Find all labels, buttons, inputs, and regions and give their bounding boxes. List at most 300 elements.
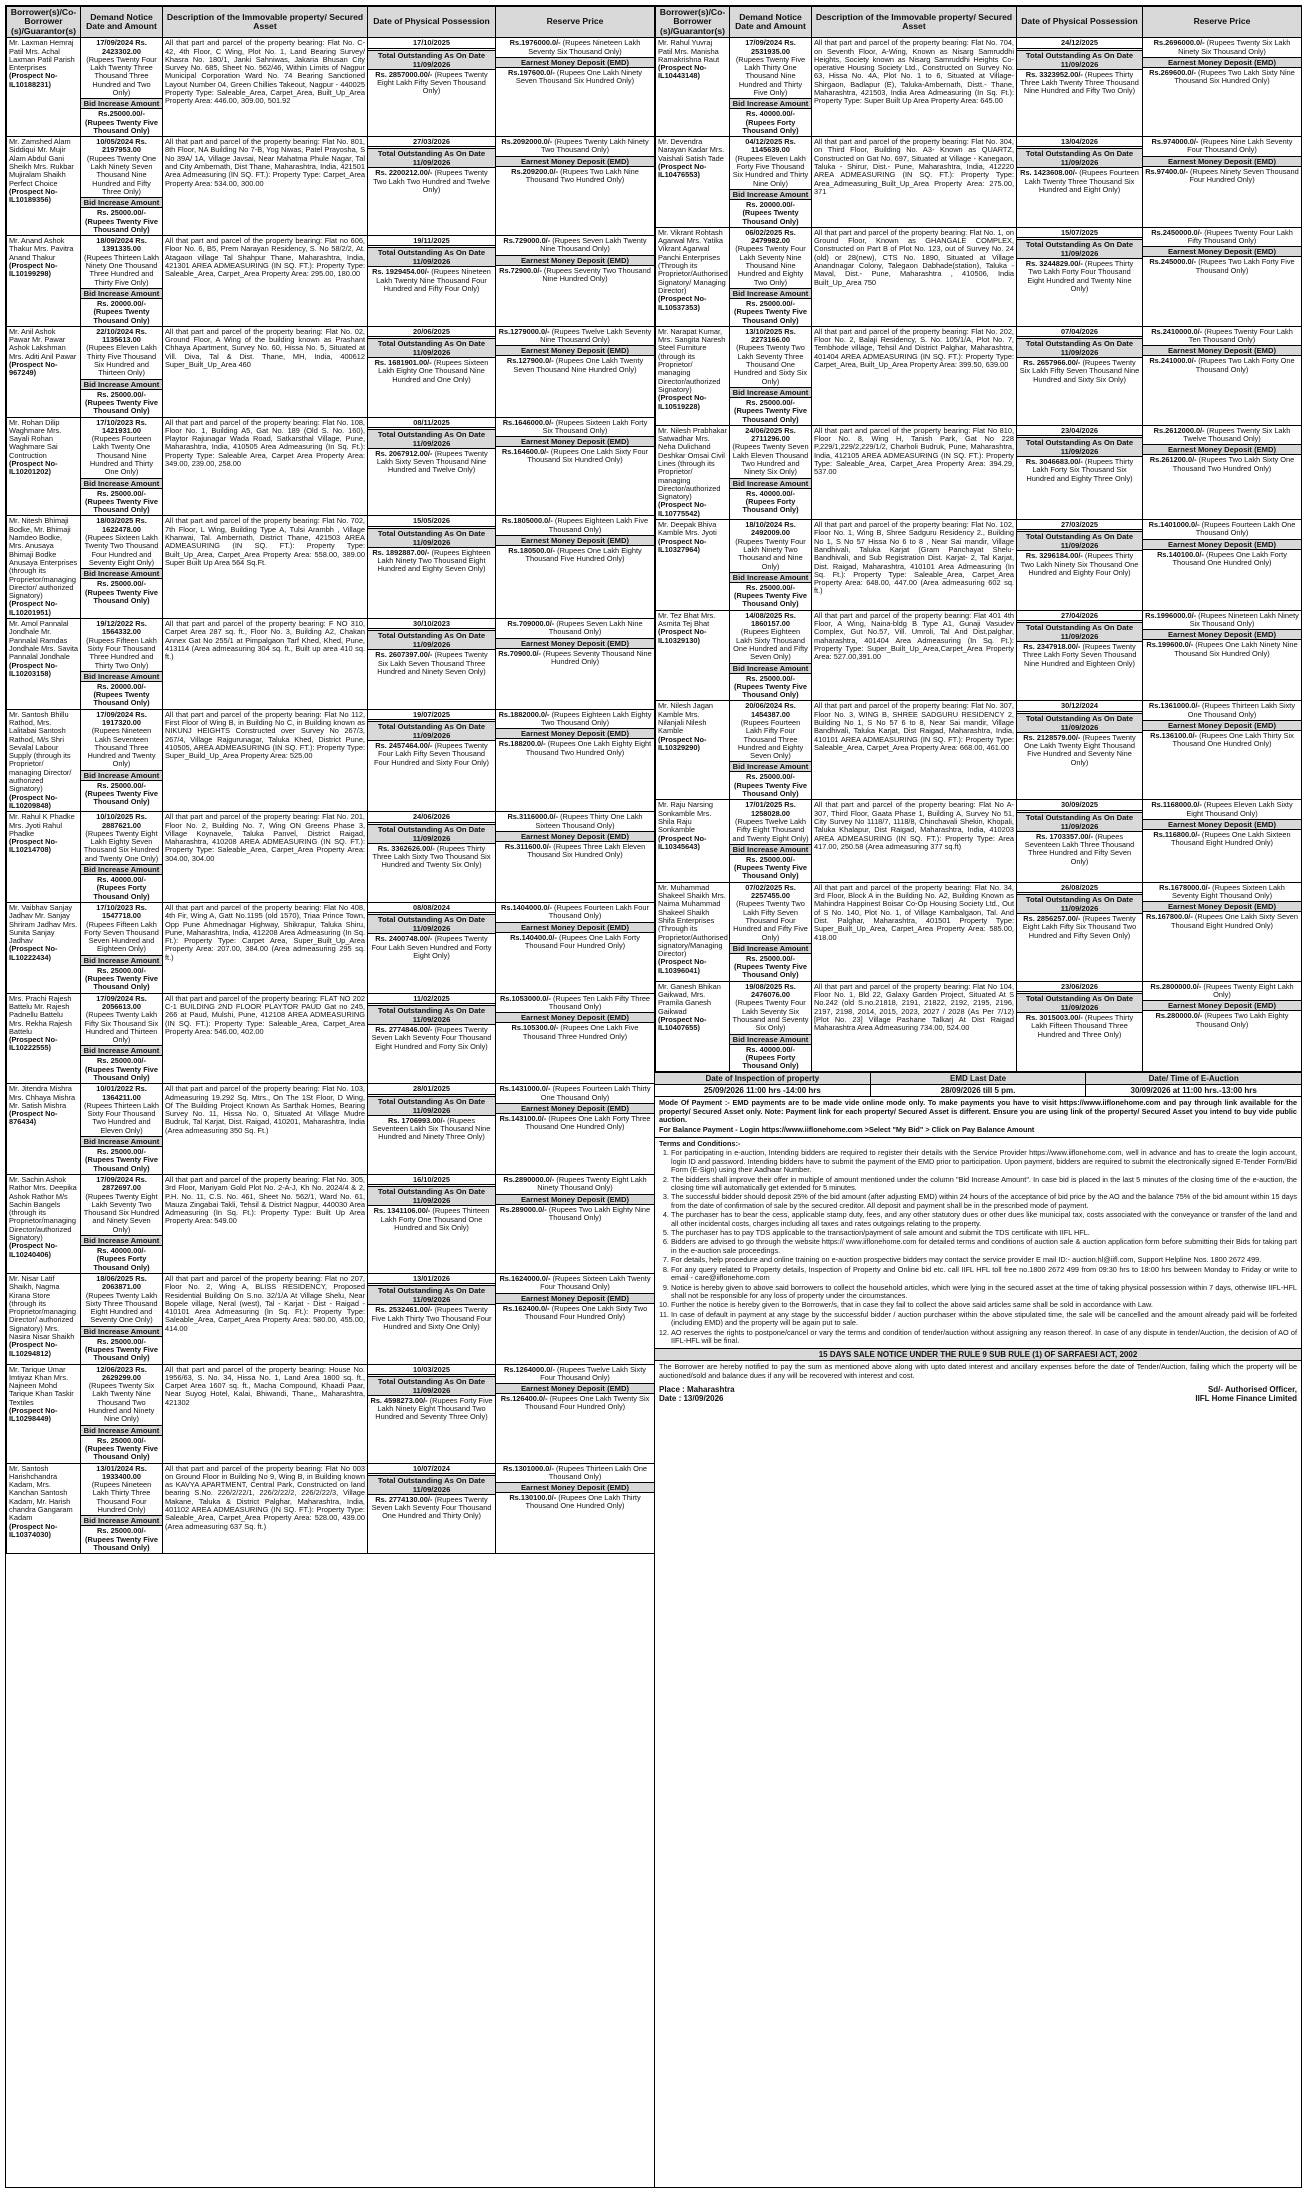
demand-cell [81,709,163,812]
outstanding-amount [370,1306,493,1331]
reserve-words: (Rupees Fourteen Lakh Thirty One Thousand Only) [540,1084,651,1102]
demand-amount-words: (Rupees Fifteen Lakh Sixty Four Thousand Three Hundred and Thirty Two Only) [86,635,157,670]
property-description: All that part and parcel of the property bearing: Flat 401 4th Floor, A Wing, Naina-bldg B Type A1, Gunaji Vasudev Complex, Gut No.57, Vill. Umroli, Tal And Dist.palghar, maharashtra, 401404 Area Admeasuring (In Sq. Ft.): Property Type: Super_Built_Up_Area,Carpet_Area Property Area: 527.00,391.00 [812,610,1017,701]
bid-increase-label: Bid Increase Amount [730,478,811,489]
bid-increase-label: Bid Increase Amount [730,663,811,674]
outstanding-value: Rs. 2200212.00/- [375,168,433,178]
emd-label: Earnest Money Deposit (EMD) [496,1383,654,1394]
prospect-number: (Prospect No- IL10294812) [9,1340,58,1358]
possession-date: 10/07/2024 [368,1465,495,1474]
property-row [656,701,1302,800]
demand-amount: Rs. 2531935.00 [750,38,796,56]
possession-date: 13/04/2026 [1017,138,1142,147]
demand-cell [81,516,163,619]
borrower-cell [7,516,81,619]
outstanding-amount [1019,833,1140,866]
property-description: All that part and parcel of the property bearing: Flat No. 305, 3rd Floor, Mariyam Gold Plot No. 2-A-J, Kh No. 2024/4 & 2, P.H. No. 11, C.S. No. 461, Sheet No. 562/1, Ward No. 61, Mauza Zingabai Takli, Tehsil & District Nagpur, 440030 Area Admeasuring (In Sq. Ft.): Property Type: Built Up Area Property Area: 549.00 [163,1174,368,1273]
demand-amount: Rs. 1564332.00 [101,619,147,637]
demand-cell [81,619,163,710]
bid-words: (Rupees Twenty Five Thousand Only) [734,863,807,881]
demand-amount-words: (Rupees Thirteen Lakh Sixty Four Thousand Two Hundred and Eleven Only) [83,1100,160,1135]
demand-date: 10/05/2024 [96,137,134,147]
bid-increase [83,1338,160,1363]
property-description: All that part and parcel of the property bearing: Flat No 003 on Ground Floor in Building No 9, Wing B, in Building known as KAVYA APARTMENT, Central Park, Constructed on land bearing S.No. 226/2/22/1, 226/2/22/2, 226/2/22/3, Village Makane, Taluka & District Palghar, Maharashtra, India, 401102 AREA ADMEASURING (IN SQ. FT.): Property Type: Saleable_Area, Carpet_Area Property Area: 528.00, 439.00 (Area admeasuring 637 Sq. ft.) [163,1463,368,1554]
reserve-cell [1143,326,1302,425]
reserve-words: (Rupees Nineteen Lakh Ninety Six Thousand Only) [1189,610,1299,629]
demand-cell [730,38,812,137]
outstanding-label: Total Outstanding As On Date 11/09/2026 [368,148,495,168]
property-row [656,981,1302,1072]
emd-value: Rs.164600.0/- [501,447,549,457]
demand-notice [732,521,809,538]
emd-value: Rs.269600.0/- [1149,67,1196,77]
outstanding-label: Total Outstanding As On Date 11/09/2026 [368,429,495,449]
possession-cell [368,516,496,619]
emd-amount [1145,1012,1299,1029]
demand-amount: Rs. 1421931.00 [101,417,147,435]
outstanding-value: Rs. 2657966.00/- [1023,358,1081,368]
emd-words: (Rupees One Lakh Thirty Six Thousand One Hundred Only) [1172,731,1294,749]
reserve-value: Rs.2612000.0/- [1153,425,1205,435]
borrower-cell [7,902,81,993]
reserve-cell [1143,800,1302,882]
reserve-value: Rs.1996000.0/- [1145,610,1197,620]
emd-last-date-value: 28/09/2026 till 5 pm. [870,1085,1086,1096]
signature-line2: IIFL Home Finance Limited [1195,1394,1297,1404]
bid-increase-label: Bid Increase Amount [730,189,811,200]
emd-words: (Rupees One Lakh Sixty Two Thousand Four Hundred Only) [524,1303,648,1321]
outstanding-words: (Rupees Twenty Three Lakh Forty Seven Thousand Nine Hundred and Eighteen Only) [1022,642,1137,668]
demand-amount: Rs. 2479982.00 [750,227,796,246]
emd-amount [1145,831,1299,848]
borrower-names: Mr. Anil Ashok Pawar Mr. Pawar Ashok Lakshman Mrs. Aditi Anil Pawar [9,326,77,361]
reserve-words: (Rupees Eleven Lakh Sixty Eight Thousand Only) [1186,800,1293,818]
terms-title: Terms and Conditions:- [659,1139,741,1149]
reserve-cell [1143,425,1302,519]
bid-amount: Rs. 25000.00/- [97,1056,146,1066]
possession-cell [368,1463,496,1554]
outstanding-words: (Rupees Twenty Four Lakh Fifty Seven Thousand Four Hundred and Sixty Four Only) [373,741,489,767]
reserve-price [498,1275,652,1292]
borrower-names: Mr. Jitendra Mishra Mrs. Chhaya Mishra Mr. Satish Mishra [9,1084,76,1110]
property-row [7,1273,655,1364]
demand-amount: Rs. 2872697.00 [101,1174,147,1193]
bid-increase [83,110,160,135]
property-row [7,1084,655,1175]
emd-label: Earnest Money Deposit (EMD) [496,57,654,68]
outstanding-amount [1019,458,1140,483]
demand-date: 13/01/2024 [96,1463,134,1473]
header-reserve: Reserve Price [1143,7,1302,38]
property-row [656,227,1302,326]
possession-date: 24/06/2026 [368,813,495,822]
possession-cell [1017,882,1143,981]
demand-date: 20/06/2024 [745,701,783,711]
borrower-cell [7,1273,81,1364]
emd-label: Earnest Money Deposit (EMD) [496,1103,654,1114]
reserve-price [498,995,652,1012]
bid-increase [83,300,160,325]
demand-date: 10/01/2022 [96,1084,134,1094]
property-description: All that part and parcel of the property bearing: Flat No. 102, Floor No. 1, Wing B, Shree Sadguru Residency 2., Building No 1, S No 57 Hissa No 6 to 8 , Near Sai mandir, Village Bandhivali, Taluka Karjat (Gram Panchayat Shelu-Bandhivali, and Sub Registration Dist. Karjat- 2, Tal Karjat, Dist. Raigad, Maharashtra, 410101 Area Admeasuring (In Sq. Ft.): Property Type: Saleable_Area, Carpet_Area Property Area: 648.00, 447.00 (Area admeasuring 602 sq. ft.) [812,520,1017,611]
possession-cell [368,38,496,137]
possession-cell [368,1273,496,1364]
reserve-words: (Rupees Thirty One Lakh Sixteen Thousand Only) [535,812,643,830]
demand-amount-words: (Rupees Twelve Lakh Fifty Eight Thousand and Twenty Eight Only) [732,816,809,843]
emd-value: Rs.126400.0/- [500,1394,548,1404]
bid-increase [732,300,809,325]
emd-value: Rs.167800.0/- [1145,912,1193,922]
outstanding-words: (Rupees Thirty Two Lakh Ninety Six Thousand One Hundred and Eighty Four Only) [1020,551,1139,577]
reserve-value: Rs.2450000.0/- [1151,227,1203,237]
emd-value: Rs.116800.0/- [1153,829,1200,839]
outstanding-amount [370,651,493,676]
outstanding-words: (Rupees Twenty Seven Lakh Seventy Four Thousand One Hundred and Thirty Only) [371,1494,492,1521]
reserve-cell [1143,981,1302,1072]
outstanding-label: Total Outstanding As On Date 11/09/2026 [1017,894,1142,914]
possession-date: 10/03/2025 [368,1366,495,1375]
prospect-number: (Prospect No- IL10203158) [9,660,58,678]
possession-date: 23/06/2026 [1017,983,1142,992]
reserve-price [1145,427,1299,444]
demand-amount: Rs. 2711296.00 [751,425,796,444]
bid-increase [732,399,809,424]
header-description: Description of the Immovable property/ Secured Asset [812,7,1017,38]
emd-amount [498,547,652,564]
possession-date: 08/08/2024 [368,904,495,913]
borrower-names: Mr. Narapat Kumar, Mrs. Sangita Naresh Steel Furniture (through its Proprietor/ managing Director/authorized Signatory) [658,326,726,394]
demand-notice [83,237,160,254]
bid-amount: Rs. 25000.00/- [746,953,795,963]
bid-words: (Rupees Forty Thousand Only) [93,883,150,901]
left-property-table [6,6,655,1554]
demand-notice [83,1085,160,1102]
emd-value: Rs.140100.0/- [1157,549,1204,559]
property-description: All that part and parcel of the property bearing: Flat No. 1, on Ground Floor, Known as GHANGALE COMPLEX, Constructed on Part B of Plot No. 123, out of Survey No. 24 (old) or 28(new), CTS No. 1890, Situated at Village Anandnagar Colony, Talegaon Dabhade(station), Taluka - Maval, Dist.- Pune, Maharashtra , 410506, India Built_Up_Area 750 [812,227,1017,326]
prospect-number: (Prospect No- IL10240406) [9,1241,58,1259]
bid-words: (Rupees Twenty Five Thousand Only) [85,216,158,234]
demand-amount-words: (Rupees Twenty Two Lakh Seventy Three Thousand One Hundred and Sixty Six Only) [733,343,808,386]
borrower-names: Mr. Laxman Hemraj Patil Mrs. Achal Laxman Patil Parish Enterprises [9,38,75,73]
bid-increase-label: Bid Increase Amount [81,379,162,390]
possession-date: 20/06/2025 [368,328,495,337]
signature-block [655,1383,1301,1405]
bid-words: (Rupees Twenty Thousand Only) [742,208,799,226]
emd-words: (Rupees One Lakh Sixteen Thousand Eight Hundred Only) [1171,829,1291,848]
reserve-cell [496,38,655,137]
demand-amount: Rs. 2492009.00 [750,520,796,538]
outstanding-label: Total Outstanding As On Date 11/09/2026 [1017,812,1142,832]
eauction-header: Date/ Time of E-Auction [1085,1073,1301,1084]
terms-item: 11. In case of default in payment at any stage by the successful bidder / auction purchaser within the above stipulated time, the sale will be cancelled and the amount already paid will be forfeited (including EMD) and the property will be again put to sale. [671,1311,1297,1328]
reserve-price [1145,702,1299,719]
outstanding-amount [1019,71,1140,96]
reserve-words: (Rupees Twelve Lakh Sixty Four Thousand Only) [540,1364,647,1382]
emd-label: Earnest Money Deposit (EMD) [1143,345,1301,356]
emd-amount [498,168,652,185]
header-possession: Date of Physical Possession [368,7,496,38]
demand-notice [732,39,809,56]
reserve-words: (Rupees Twenty Lakh Ninety Two Thousand Only) [540,137,649,155]
header-demand: Demand Notice Date and Amount [730,7,812,38]
reserve-cell [496,1084,655,1175]
bid-words: (Rupees Twenty Five Thousand Only) [85,974,158,992]
demand-notice [732,884,809,901]
reserve-price [498,1465,652,1482]
outstanding-amount [370,268,493,293]
possession-date: 08/11/2025 [368,419,495,428]
emd-words: (Rupees One Lakh Twenty Seven Thousand Nine Hundred Only) [513,356,644,374]
authorised-officer [1195,1385,1297,1403]
demand-date: 17/09/2024 [96,993,134,1003]
outstanding-amount [370,359,493,384]
emd-amount [1145,258,1299,275]
bid-increase [83,209,160,234]
outstanding-label: Total Outstanding As On Date 11/09/2026 [368,1096,495,1116]
outstanding-amount [370,549,493,574]
bid-increase-label: Bid Increase Amount [730,572,811,583]
reserve-value: Rs.2800000.0/- [1150,981,1202,991]
demand-cell [730,137,812,228]
reserve-value: Rs.1646000.0/- [502,417,554,427]
prospect-number: (Prospect No- IL10222434) [9,944,58,962]
emd-label: Earnest Money Deposit (EMD) [1143,901,1301,912]
demand-amount: Rs. 2063871.00 [101,1273,147,1292]
reserve-price [498,904,652,921]
terms-item: 5. The purchaser has to pay TDS applicable to the transaction/payment of sale amount and submit the TDS certificate with IIFL HFL. [671,1229,1297,1237]
demand-amount-words: (Rupees Twenty Seven Lakh Eleven Thousand Two Hundred and Ninety Six Only) [732,442,809,477]
bid-increase-label: Bid Increase Amount [730,288,811,299]
demand-notice [83,904,160,921]
reserve-value: Rs.1301000.0/- [502,1463,554,1473]
reserve-price [498,419,652,436]
outstanding-value: Rs. 2400748.00/- [375,934,433,944]
possession-cell [368,1084,496,1175]
prospect-number: (Prospect No- IL10537353) [658,294,707,312]
emd-words: (Rupees One Lakh Five Thousand Three Hundred Only) [522,1023,639,1041]
bid-increase [732,1046,809,1071]
demand-notice [83,328,160,345]
reserve-price [1145,983,1299,1000]
outstanding-label: Total Outstanding As On Date 11/09/2026 [368,1285,495,1305]
outstanding-label: Total Outstanding As On Date 11/09/2026 [1017,338,1142,358]
reserve-price [498,1085,652,1102]
emd-label: Earnest Money Deposit (EMD) [1143,57,1301,68]
demand-date: 17/09/2024 [96,1174,134,1184]
emd-label: Earnest Money Deposit (EMD) [496,1194,654,1205]
terms-item: 8. For any query related to Property details, Inspection of Property and Online bid etc. call IIFL HFL toll free no.1800 2672 499 from 09:30 hrs to 18:00 hrs between Monday to Friday or write to email - care@iiflonehome.com [671,1266,1297,1283]
borrower-names: Mr. Vaibhav Sanjay Jadhav Mr. Sanjay Shriram Jadhav Mrs. Sunita Sanjay Jadhav [9,902,78,946]
prospect-number: (Prospect No- IL10222555) [9,1035,58,1053]
borrower-names: Mr. Amol Pannalal Jondhale Mr. Pannalal Ramdas Jondhale Mrs. Savita Pannalal Jondhale [9,619,79,662]
possession-date: 15/07/2025 [1017,229,1142,238]
demand-notice [732,801,809,818]
outstanding-words: (Rupees Sixteen Lakh Eighty One Thousand Nine Hundred and One Only) [378,358,489,384]
bid-words: (Rupees Twenty Five Thousand Only) [85,1155,158,1173]
property-row [7,709,655,812]
emd-amount [498,843,652,860]
prospect-number: (Prospect No- IL10298449) [9,1406,58,1424]
terms-list [659,1149,1297,1345]
bid-increase-label: Bid Increase Amount [81,1045,162,1056]
terms-item: 2. The bidders shall improve their offer in multiple of amount mentioned under the column "Bid Increase Amount". In case bid is placed in the last 5 minutes of the closing time of the e-auction, the closing time will automatically get extended for 5 minutes. [671,1176,1297,1193]
terms-item: 12. AO reserves the rights to postpone/cancel or vary the terms and condition of tender/auction without assigning any reason thereof. In case of any dispute in tender/Auction, the decision of AO of IIFL-HFL will be final. [671,1329,1297,1346]
demand-amount-words: (Rupees Twenty Four Lakh Seventy Nine Thousand Nine Hundred and Eighty Two Only) [735,244,806,287]
emd-label: Earnest Money Deposit (EMD) [496,1293,654,1304]
bid-amount: Rs. 40000.00/- [97,875,146,885]
terms-item: 10. Further the notice is hereby given to the Borrower/s, that in case they fail to collect the above said articles same shall be sold in accordance with Law. [671,1301,1297,1309]
possession-date: 26/08/2025 [1017,884,1142,893]
property-row [7,137,655,236]
borrower-cell [656,882,730,981]
reserve-value: Rs.1976000.0/- [509,38,561,48]
demand-cell [730,326,812,425]
reserve-price [498,620,652,637]
demand-notice [732,138,809,155]
property-description: All that part and parcel of the property bearing: Flat No. 704, on Seventh Floor, A-Wing, Known as Nisarg Samruddhi Heights, Society known as Nisarg Samruddhi Heights Co-operative Housing Society Ltd., Constructed on Survey No. 63, Hissa No. 4A, Plot No. 1 to 6, Situated at Village-Shirgaon, Badlapur (E), Taluka-Ambernath, Distt.- Thane, Maharashtra, 421503, India Area Admeasuring (In Sq. Ft.): Property Type: Super Built Up Area Property Area: 645.00 [812,38,1017,137]
demand-amount: Rs. 2257455.00 [750,882,796,901]
outstanding-words: (Rupees Twenty Eight Lakh Fifty Six Thousand Two Hundred and Fifty Seven Only) [1022,914,1137,940]
prospect-number: (Prospect No- IL10189356) [9,186,58,205]
outstanding-value: Rs. 2128579.00/- [1023,732,1081,742]
outstanding-value: Rs. 2857000.00/- [375,69,433,79]
reserve-cell [496,1174,655,1273]
demand-cell [81,1084,163,1175]
demand-amount: Rs. 1258028.00 [750,800,796,818]
bid-amount: Rs. 40000.00/- [746,1044,795,1054]
demand-amount-words: (Rupees Twenty Five Lakh Thirty One Thousand Nine Hundred and Thirty Five Only) [735,54,806,97]
demand-amount-words: (Rupees Sixteen Lakh Twenty Two Thousand Four Hundred and Seventy Eight Only) [84,533,159,567]
demand-notice [732,328,809,345]
outstanding-words: (Rupees Twenty Four Lakh Seven Hundred and Forty Eight Only) [371,934,492,960]
demand-amount: Rs. 2423302.00 [101,38,147,56]
bid-amount: Rs. 25000.00/- [97,1147,146,1157]
outstanding-value: Rs. 4598273.00/- [370,1395,428,1405]
property-description: All that part and parcel of the property bearing: Flat No. 34, 3rd Floor, Block A in the Building No. A2, Building Known as Mahindra Happinest Boisar Co-Op Housing Society Ltd., Out of S No. 140, Plot No. 1, of Village Kambalgaon, Tal. And Dist. Palghar, Maharashtra, 401501 Property Type: Super_Built_Up_Area, Carpet_Area Property Area: 585.00, 418.00 [812,882,1017,981]
demand-amount-words: (Rupees Twenty One Lakh Ninety Seven Thousand Nine Hundred and Fifty Three Only) [86,153,157,196]
outstanding-label: Total Outstanding As On Date 11/09/2026 [1017,50,1142,70]
reserve-price [1145,884,1299,901]
borrower-names: Mr. Anand Ashok Thakur Mrs. Pavitra Anand Thakur [9,236,74,262]
borrower-names: Mr. Nisar Latif Shaikh, Nagma Kirana Store (through its Proprietor/managing Director/ authorized Signatory) Mrs. Nasira Nisar Shaikh [9,1273,76,1341]
emd-words: (Rupees One Lakh Ninety Nine Thousand Six Hundred Only) [1174,640,1298,658]
borrower-cell [656,800,730,882]
reserve-value: Rs.3116000.0/- [507,812,559,822]
signature-line1: Sd/- Authorised Officer, [1207,1385,1297,1395]
outstanding-amount [370,71,493,96]
reserve-cell [1143,227,1302,326]
demand-amount: Rs. 2056613.00 [101,993,147,1011]
property-description: All that part and parcel of the property bearing: Flat No. 202, Floor No. 2, Balaji Residency, S. No. 105/1/A, Plot No. 7, Tembhode village, Tehsil And District Palghar, Maharashtra, 401404 AREA ADMEASURING (IN SQ. FT.): Property Type: Carpet_Area, Built_Up_Area Property Area: 399.50, 639.00 [812,326,1017,425]
borrower-names: Mr. Tez Bhat Mrs. Asmita Tej Bhat [658,610,716,629]
reserve-cell [1143,701,1302,800]
outstanding-words: (Rupees Eighteen Lakh Ninety Two Thousand Eight Hundred and Eighty Seven Only) [377,547,491,574]
reserve-value: Rs.1361000.0/- [1148,701,1200,711]
emd-amount [1145,357,1299,374]
reserve-price [1145,138,1299,155]
reserve-words: (Rupees Nineteen Lakh Seventy Six Thousand Only) [528,38,641,56]
outstanding-value: Rs. 1929454.00/- [372,267,430,277]
reserve-value: Rs.1404000.0/- [501,902,552,912]
possession-cell [368,236,496,327]
property-description: All that part and parcel of the property bearing: Flat No. 702, 7th Floor, L Wing, Building Type A, Tulsi Arambh , Village Khanwai, Tal. Ambernath, District Thane, 421503 AREA ADMEASURING (IN SQ. FT.): Property Type: Built_Up_Area, Carpet_Area Property Area: 558.00, 389.00 Super Built Up Area 564 Sq.Ft. [163,516,368,619]
reserve-value: Rs.1401000.0/- [1148,520,1200,530]
outstanding-words: (Rupees Twenty Five Lakh Thirty Two Thousand Four Hundred and Sixty One Only) [371,1305,492,1331]
outstanding-label: Total Outstanding As On Date 11/09/2026 [368,1186,495,1206]
possession-cell [368,709,496,812]
bid-increase-label: Bid Increase Amount [81,1326,162,1337]
property-description: All that part and parcel of the property bearing: Flat No. 801, 8th Floor, NA Building No 7-B, Yog Niwas, Patel Prayosha, S No 39A/ 1A, Village Javsai, Near Mahatma Phule Nagar, Tal and City Ambernath, Dist Thane, Maharashtra, India, 421501 Area Admeasuring (IN SQ. FT.): Property Type: Carpet_Area Property Area: 534.00, 300.00 [163,137,368,236]
emd-amount [498,448,652,465]
borrower-names: Mr. Nilesh Jagan Kamble Mrs. Nilanjali Nilesh Kamble [658,701,714,736]
emd-amount [1145,551,1299,568]
reserve-value: Rs.1168000.0/- [1151,800,1202,810]
emd-last-date-header: EMD Last Date [870,1073,1086,1084]
outstanding-value: Rs. 3015003.00/- [1025,1013,1083,1023]
reserve-words: (Rupees Ten Lakh Fifty Three Thousand Only) [548,993,651,1011]
property-description: All that part and parcel of the property bearing: Flat No. C-42, 4th Floor, C Wing, Plot No. 1, Land Bearing Survey/ Khasra No. 180/1, Janki Sahniwas, Jakaria Bhusan City Survey No. 685, Sheet No. 562/46, Within Limits of Nagpur Municipal Corporation Ward No. 74 Bearing Sanctioned Layout Number 04, Green Chillies Takeout, Nagpur - 440025 Property Type: Saleable_Area, Carpet_Area, Built_Up_Area Property Area: 446.00, 309.00, 501.92 [163,38,368,137]
emd-value: Rs.136100.0/- [1150,731,1197,740]
prospect-number: (Prospect No- IL10209848) [9,792,58,810]
outstanding-label: Total Outstanding As On Date 11/09/2026 [368,1005,495,1025]
reserve-value: Rs.974000.0/- [1151,137,1199,147]
emd-amount [498,1206,652,1223]
possession-cell [1017,137,1143,228]
auction-dates-header [655,1072,1301,1085]
reserve-words: (Rupees Seven Lakh Nine Thousand Only) [548,619,643,637]
demand-cell [81,902,163,993]
terms-item: 9. Notice is hereby given to above said borrowers to collect the household articles, which were lying in the secured asset at the time of taking physical possession within 7 days, otherwise IIFL-HFL shall not be responsible for any loss of property under the circumstances. [671,1284,1297,1301]
header-reserve: Reserve Price [496,7,655,38]
possession-cell [368,1364,496,1463]
outstanding-words: (Rupees Forty Five Lakh Ninety Eight Thousand Two Hundred and Seventy Three Only) [375,1395,493,1422]
left-column [6,6,655,2187]
bid-increase-label: Bid Increase Amount [81,568,162,579]
demand-cell [730,610,812,701]
reserve-cell [496,619,655,710]
demand-notice [83,711,160,728]
bid-increase-label: Bid Increase Amount [81,955,162,966]
outstanding-value: Rs. 2532461.00/- [375,1305,433,1315]
property-description: All that part and parcel of the property bearing: House No. 1956/63, S. No. 34, Hissa No. 1, Land Area 1800 sq. ft., Carpet Area 1607 sq. ft., Macha Compound, Khaadi Paar, Near Suyog Hotel, Kalai, Bhiwandi, Thane,, Maharashtra, 421302 [163,1364,368,1463]
reserve-cell [496,516,655,619]
outstanding-words: (Rupees Seventeen Lakh Three Thousand Three Hundred and Fifty Seven Only) [1024,831,1135,866]
property-description: All that part and parcel of the property bearing: Flat No. 108, Floor No. 1, Building A5, Gat No. 189 (Old S. No. 160), Playtor Rajunagar Wada Road, Satkarsthal Village, Pune, Maharashtra, India, 410505 Area Admeasuring (In Sq. Ft.): Property Type: Saleable Area, Carpet Area Property Area: 349.00, 239.00, 258.00 [163,417,368,516]
bid-increase [83,967,160,992]
bid-amount: Rs. 25000.00/- [746,854,795,864]
prospect-number: (Prospect No- IL10407655) [658,1014,707,1033]
outstanding-words: (Rupees Thirty Three Lakh Sixty Two Thousand Six Hundred and Twenty Six Only) [372,843,491,870]
borrower-names: Mr. Rahul Yuvraj Patil Mrs. Manisha Ramakrishna Raut [658,38,720,64]
emd-amount [498,1305,652,1322]
outstanding-label: Total Outstanding As On Date 11/09/2026 [368,338,495,358]
reserve-value: Rs.2410000.0/- [1151,326,1203,336]
right-column [655,6,1301,2187]
bid-words: (Rupees Twenty Five Thousand Only) [734,591,807,609]
left-table-body [7,38,655,1554]
borrower-names: Mrs. Prachi Rajesh Battelu Mr. Rajesh Padnellu Battelu Mrs. Rekha Rajesh Battelu [9,993,72,1036]
demand-date: 18/06/2025 [96,1273,134,1283]
bid-amount: Rs. 25000.00/- [97,1336,146,1346]
reserve-cell [496,137,655,236]
possession-cell [368,993,496,1084]
demand-cell [730,800,812,882]
emd-label: Earnest Money Deposit (EMD) [496,436,654,447]
bid-amount: Rs. 25000.00/- [746,673,795,683]
outstanding-value: Rs. 3046683.00/- [1025,457,1083,467]
emd-amount [1145,168,1299,185]
property-description: All that part and parcel of the property bearing: Flat No. 307, Floor No. 3, WING B, SHREE SADGURU RESIDENCY 2, Building No 1, S No 57 6 to 8, Near Sai mandir, Village Bandhivali, Taluka Karjat, Dist Raigad, Maharashtra, India, 410101 AREA ADMEASURING (IN SQ. FT.): Property Type: Saleable_Area, Carpet_Area Property Area: 668.00, 461.00 [812,701,1017,800]
